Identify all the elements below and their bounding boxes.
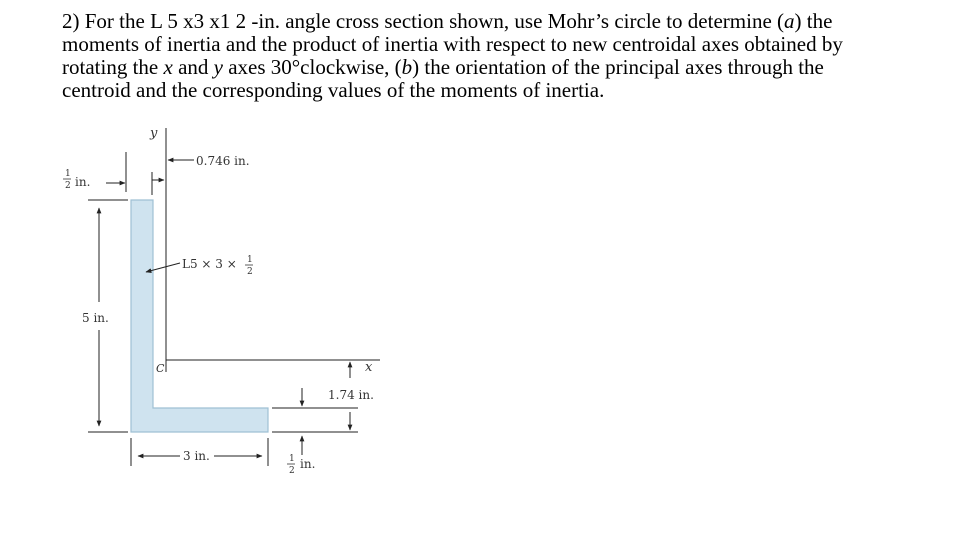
y-axis-label: y (150, 126, 158, 141)
height-dimension: 5 in. (82, 311, 109, 325)
thickness-bottom-unit: in. (300, 457, 316, 471)
text-run-italic: a (784, 9, 795, 33)
text-run: rotating the (62, 55, 164, 79)
thickness-top-unit: in. (75, 175, 91, 189)
text-run: centroid and the corresponding values of the moments of inertia. (62, 78, 605, 102)
section-frac-denominator: 2 (247, 267, 253, 277)
text-run: moments of inertia and the product of inertia with respect to new centroidal axes obtained by (62, 32, 843, 56)
text-run-italic: b (401, 55, 413, 79)
width-dimension: 3 in. (183, 449, 210, 463)
text-run: ) the orientation of the principal axes through the (412, 55, 824, 79)
angle-section-shape (131, 200, 268, 432)
text-run-italic: x (163, 55, 173, 79)
section-designation: L5 × 3 × (182, 257, 237, 271)
centroid-y-dimension: 1.74 in. (328, 388, 374, 402)
section-frac-numerator: 1 (247, 255, 253, 265)
centroid-label: C (156, 362, 165, 375)
thickness-top-numerator: 1 (65, 169, 71, 179)
text-run-italic: y (213, 55, 223, 79)
text-run: ) the (794, 9, 833, 33)
text-run: and (172, 55, 214, 79)
x-axis-label: x (365, 360, 373, 375)
thickness-top-denominator: 2 (65, 181, 71, 191)
text-run: 2) For the L 5 x3 x1 2 -in. angle cross section shown, use Mohr’s circle to determine ( (62, 9, 785, 33)
centroid-x-dimension: 0.746 in. (196, 154, 250, 168)
thickness-bottom-denominator: 2 (289, 466, 295, 476)
thickness-bottom-numerator: 1 (289, 454, 295, 464)
text-run: axes 30°clockwise, ( (222, 55, 402, 79)
